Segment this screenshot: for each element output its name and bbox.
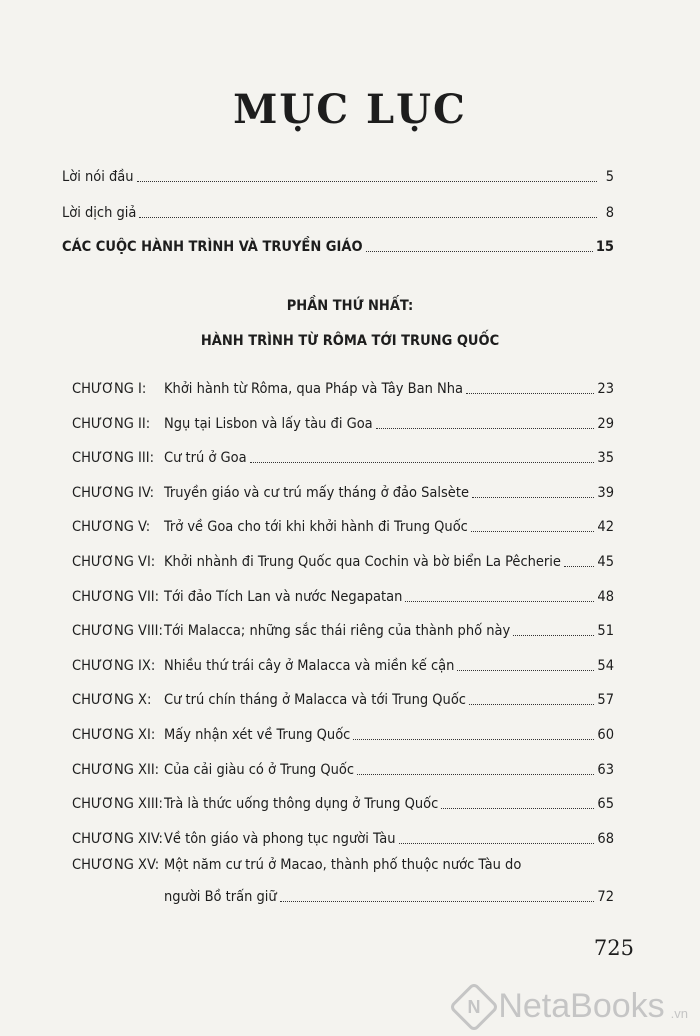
chapter-page: 23 [597, 381, 614, 397]
leader-dots [405, 600, 594, 602]
chapter-row[interactable] [72, 476, 614, 502]
chapter-row[interactable] [72, 683, 614, 709]
chapter-number: CHƯƠNG VII: [72, 589, 160, 605]
chapter-row[interactable] [72, 407, 614, 433]
entry-page: 8 [605, 205, 614, 221]
chapter-title: Mấy nhận xét về Trung Quốc [164, 727, 351, 743]
chapter-number: CHƯƠNG XI: [72, 727, 156, 743]
chapter-row[interactable] [72, 718, 614, 744]
chapter-number: CHƯƠNG XV: [72, 857, 160, 873]
chapter-row[interactable] [72, 580, 614, 606]
chapter-page: 35 [597, 450, 614, 466]
chapter-title: Nhiều thứ trái cây ở Malacca và miền kế cận [164, 658, 455, 674]
page-title: MỤC LỤC [233, 86, 467, 133]
chapter-number: CHƯƠNG XIII: [72, 796, 163, 812]
chapter-row-last-cont[interactable] [72, 880, 614, 906]
chapter-title: Truyền giáo và cư trú mấy tháng ở đảo Salsète [164, 485, 469, 501]
chapter-page: 57 [597, 692, 614, 708]
chapter-row[interactable] [72, 510, 614, 536]
chapter-title-line1: Một năm cư trú ở Macao, thành phố thuộc nước Tàu do [164, 857, 522, 873]
chapter-title-line2: người Bồ trấn giữ [164, 889, 277, 905]
leader-dots [366, 250, 593, 252]
watermark-suffix: .vn [670, 1006, 688, 1021]
chapter-page: 48 [597, 589, 614, 605]
chapter-number: CHƯƠNG XII: [72, 762, 160, 778]
leader-dots [376, 427, 595, 429]
chapter-page: 68 [597, 831, 614, 847]
front-entry[interactable] [62, 160, 614, 186]
front-entry[interactable] [62, 196, 614, 222]
leader-dots [564, 565, 594, 567]
chapter-title: Khởi nhành đi Trung Quốc qua Cochin và bờ biển La Pêcherie [164, 554, 561, 570]
chapter-title: Về tôn giáo và phong tục người Tàu [164, 831, 396, 847]
chapter-page: 54 [597, 658, 614, 674]
leader-dots [441, 807, 594, 809]
chapter-row[interactable] [72, 614, 614, 640]
chapter-number: CHƯƠNG III: [72, 450, 154, 466]
chapter-number: CHƯƠNG II: [72, 416, 151, 432]
leader-dots [353, 738, 594, 740]
chapter-number: CHƯƠNG V: [72, 519, 151, 535]
chapter-page: 72 [597, 889, 614, 905]
chapter-number: CHƯƠNG IX: [72, 658, 156, 674]
chapter-number: CHƯƠNG IV: [72, 485, 155, 501]
chapter-page: 39 [597, 485, 614, 501]
leader-dots [250, 461, 595, 463]
chapter-page: 42 [597, 519, 614, 535]
chapter-row[interactable] [72, 649, 614, 675]
leader-dots [137, 180, 597, 182]
chapter-number: CHƯƠNG I: [72, 381, 147, 397]
chapter-number: CHƯƠNG XIV: [72, 831, 163, 847]
chapter-title: Tới Malacca; những sắc thái riêng của thành phố này [164, 623, 511, 639]
front-entry[interactable] [62, 230, 614, 256]
watermark [456, 987, 688, 1026]
leader-dots [457, 669, 594, 671]
chapter-title: Cư trú ở Goa [164, 450, 247, 466]
netabooks-logo-icon: N [449, 981, 500, 1032]
chapter-page: 51 [597, 623, 614, 639]
chapter-title: Khởi hành từ Rôma, qua Pháp và Tây Ban Nha [164, 381, 464, 397]
chapter-page: 63 [597, 762, 614, 778]
leader-dots [471, 530, 595, 532]
part-subtitle: HÀNH TRÌNH TỪ RÔMA TỚI TRUNG QUỐC [200, 333, 500, 349]
chapter-row[interactable] [72, 441, 614, 467]
chapter-page: 29 [597, 416, 614, 432]
entry-page: 5 [605, 169, 614, 185]
chapter-page: 65 [597, 796, 614, 812]
leader-dots [139, 216, 597, 218]
chapter-row[interactable] [72, 787, 614, 813]
page-number: 725 [593, 936, 634, 960]
chapter-number: CHƯƠNG VIII: [72, 623, 163, 639]
chapter-row[interactable] [72, 545, 614, 571]
chapter-title: Của cải giàu có ở Trung Quốc [164, 762, 355, 778]
chapter-title: Cư trú chín tháng ở Malacca và tới Trung Quốc [164, 692, 466, 708]
leader-dots [280, 900, 595, 902]
leader-dots [357, 773, 594, 775]
entry-title: Lời dịch giả [62, 205, 137, 221]
entry-title: CÁC CUỘC HÀNH TRÌNH VÀ TRUYỀN GIÁO [62, 239, 363, 255]
chapter-title: Tới đảo Tích Lan và nước Negapatan [164, 589, 403, 605]
leader-dots [513, 634, 594, 636]
chapter-page: 60 [597, 727, 614, 743]
chapter-page: 45 [597, 554, 614, 570]
leader-dots [469, 703, 594, 705]
entry-title: Lời nói đầu [62, 169, 134, 185]
entry-page: 15 [595, 239, 614, 255]
chapter-row[interactable] [72, 753, 614, 779]
chapter-row[interactable] [72, 822, 614, 848]
chapter-row-last[interactable] [72, 848, 614, 874]
chapter-title: Trở về Goa cho tới khi khởi hành đi Trung Quốc [164, 519, 468, 535]
leader-dots [472, 496, 594, 498]
chapter-title: Ngụ tại Lisbon và lấy tàu đi Goa [164, 416, 373, 432]
part-heading: PHẦN THỨ NHẤT: [286, 298, 414, 314]
leader-dots [466, 392, 594, 394]
watermark-brand: NetaBooks [498, 987, 665, 1025]
chapter-number: CHƯƠNG X: [72, 692, 152, 708]
chapter-number: CHƯƠNG VI: [72, 554, 156, 570]
chapter-title: Trà là thức uống thông dụng ở Trung Quốc [164, 796, 439, 812]
chapter-row[interactable] [72, 372, 614, 398]
leader-dots [399, 842, 595, 844]
